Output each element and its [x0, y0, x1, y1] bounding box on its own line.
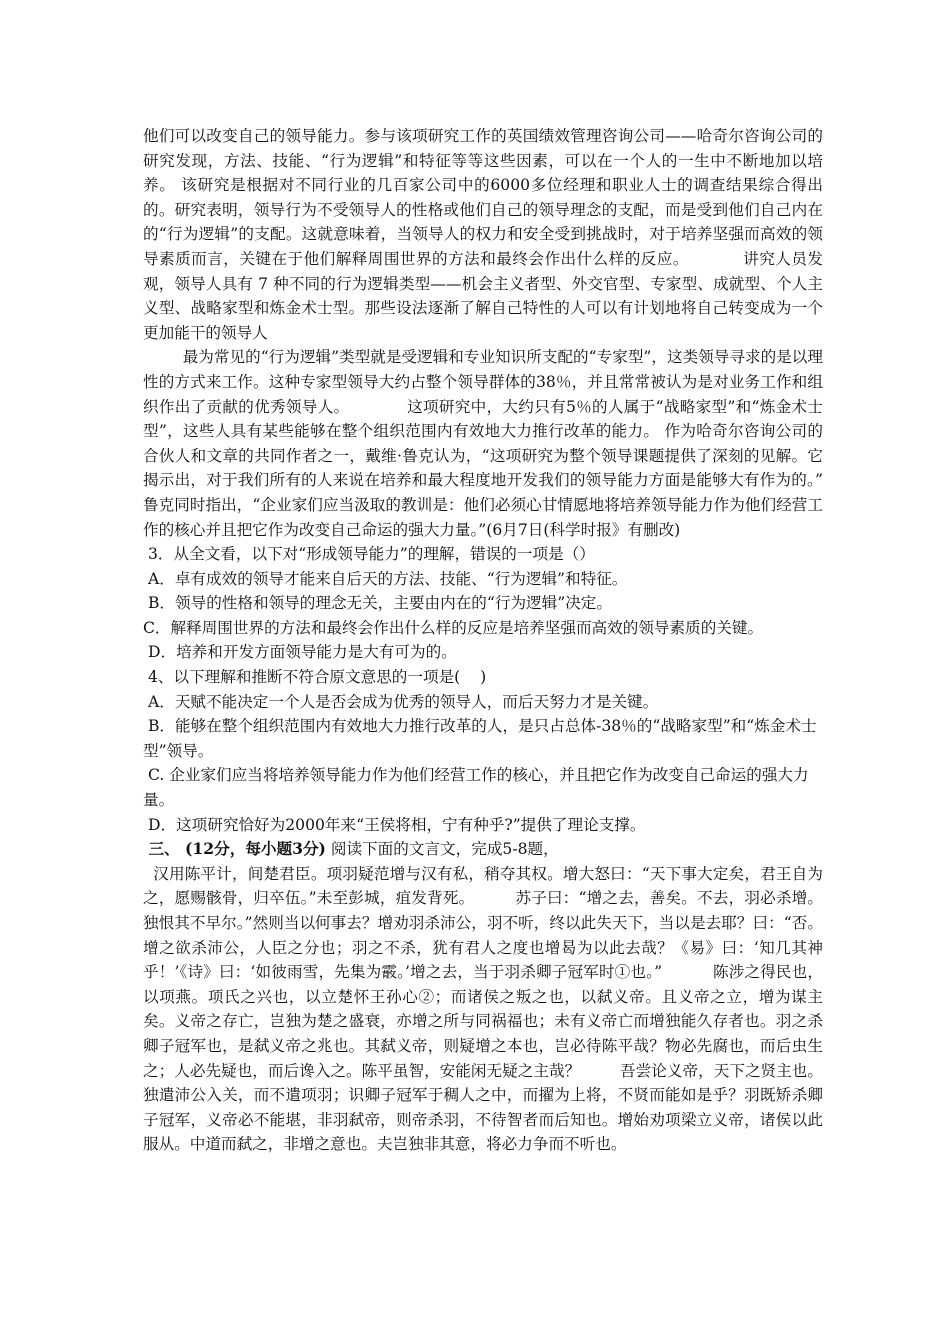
question-3-option-c: C．解释周围世界的方法和最终会作出什么样的反应是培养坚强而高效的领导素质的关键。 — [143, 618, 764, 637]
passage-paragraph-2: 最为常见的“行为逻辑”类型就是受逻辑和专业知识所支配的“专家型”，这类领导寻求的是以理性的方式来工作。这种专家型领导大约占整个领导群体的38％，并且常常被认为是对业务工作和组织作出了贡献的优秀领导人。 这项研究中，大约只有5％的人属于“战略家型”和“炼金术士型”，这些人具有某些能够在整个组织范围内有效地大力推行改革的能力。 作为哈奇尔咨询公司的合伙人和文章的共同作者之一，戴维·鲁克认为，“这项研究为整个领导课题提供了深刻的见解。它揭示出，对于我们所有的人来说在培养和最大程度地开发我们的领导能力方面是能够大有作为的。” 鲁克同时指出，“企业家们应当汲取的教训是：他们必须心甘情愿地将培养领导能力作为他们经营工作的核心并且把它作为改变自己命运的强大力量。”(6月7日(科学时报》有删改) — [143, 348, 828, 539]
section-three-heading — [143, 837, 823, 862]
question-3-stem: 3．从全文看，以下对“形成领导能力”的理解，错误的一项是（） — [143, 545, 595, 564]
section-three-heading-bold: 三、 (12分，每小题3分) — [143, 839, 326, 859]
question-3-option-d: D．培养和开发方面领导能力是大有可为的。 — [143, 643, 457, 662]
question-4-option-a: A．天赋不能决定一个人是否会成为优秀的领导人，而后天努力才是关键。 — [143, 692, 659, 711]
section-three-heading-instructions: 阅读下面的文言文，完成5-8题， — [325, 840, 559, 859]
document-page — [143, 124, 828, 1157]
passage-paragraph-1: 他们可以改变自己的领导能力。参与该项研究工作的英国绩效管理咨询公司——哈奇尔咨询公司的研究发现，方法、技能、“行为逻辑”和特征等等这些因素，可以在一个人的一生中不断地加以培养。 该研究是根据对不同行业的几百家公司中的6000多位经理和职业人士的调查结果综合得出的。研究表明，领导行为不受领导人的性格或他们自己的领导理念的支配，而是受到他们自己内在的“行为逻辑”的支配。这就意味着，当领导人的权力和安全受到挑战时，对于培养坚强而高效的领导素质而言，关键在于他们解释周围世界的方法和最终会作出什么样的反应。 讲究人员发观，领导人具有 7 种不同的行为逻辑类型——机会主义者型、外交官型、专家型、成就型、个人主义型、战略家型和炼金术士型。那些设法逐渐了解自己特性的人可以有计划地将自己转变成为一个更加能干的领导人 — [143, 127, 823, 342]
question-4-stem: 4、以下理解和推断不符合原文意思的一项是( ) — [143, 668, 487, 687]
question-3-option-b: B．领导的性格和领导的理念无关，主要由内在的“行为逻辑”决定。 — [143, 594, 612, 613]
question-3-option-a: A．卓有成效的领导才能来自后天的方法、技能、“行为逻辑”和特征。 — [143, 569, 628, 588]
question-4-option-b: B．能够在整个组织范围内有效地大力推行改革的人，是只占总体-38％的“战略家型”和“炼金术士型”领导。 — [143, 717, 817, 760]
classical-passage: 汉用陈平计，间楚君臣。项羽疑范增与汉有私，稍夺其权。增大怒曰：“天下事大定矣，君王自为之，愿赐骸骨，归卒伍。”未至彭城，疽发背死。 苏子曰：“增之去，善矣。不去，羽必杀增。独恨其不早尔。”然则当以何事去？增劝羽杀沛公，羽不听，终以此失天下，当以是去耶？曰：“否。增之欲杀沛公，人臣之分也；羽之不杀，犹有君人之度也增曷为以此去哉？《易》曰：‘知几其神乎！’《诗》曰：‘如彼雨雪，先集为霰。’增之去，当于羽杀卿子冠军时①也。” 陈涉之得民也，以项燕。项氏之兴也，以立楚怀王孙心②；而诸侯之叛之也，以弑义帝。且义帝之立，增为谋主矣。义帝之存亡，岂独为楚之盛衰，亦增之所与同祸福也；未有义帝亡而增独能久存者也。羽之杀卿子冠军也，是弑义帝之兆也。其弑义帝，则疑增之本也，岂必待陈平哉？物必先腐也，而后虫生之；人必先疑也，而后谗入之。陈平虽智，安能闲无疑之主哉？ 吾尝论义帝，天下之贤主也。独遣沛公入关，而不遣项羽；识卿子冠军于稠人之中，而擢为上将，不贤而能如是乎？羽既矫杀卿子冠军，义帝必不能堪，非羽弑帝，则帝杀羽，不待智者而后知也。增始劝项梁立义帝，诸侯以此服从。中道而弑之，非增之意也。夫岂独非其意，将必力争而不听也。 — [143, 864, 823, 1154]
question-4-option-d: D．这项研究恰好为2000年来“王侯将相，宁有种乎?”提供了理论支撑。 — [143, 815, 646, 834]
question-4-option-c: C. 企业家们应当将培养领导能力作为他们经营工作的核心，并且把它作为改变自己命运的强大力量。 — [143, 766, 809, 810]
